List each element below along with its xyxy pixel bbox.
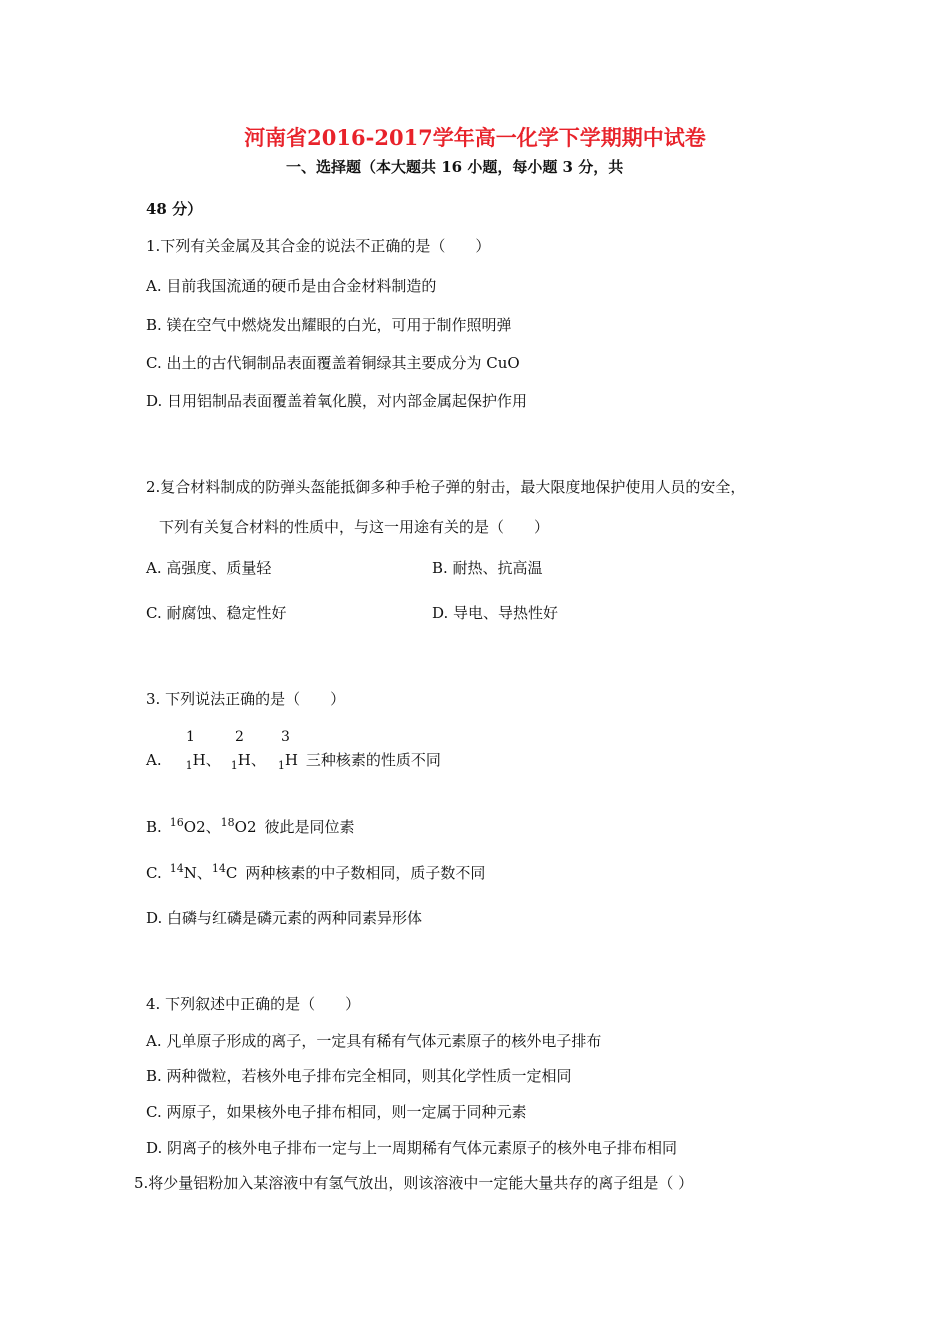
q3-option-b bbox=[146, 817, 355, 839]
q3-a-prefix: A. bbox=[146, 751, 162, 769]
q3-b-symbol-2: O bbox=[234, 818, 247, 836]
q3-option-d: D. 白磷与红磷是磷元素的两种同素异形体 bbox=[146, 909, 423, 927]
q3-a-symbol-2: H bbox=[237, 751, 251, 769]
section-heading-line2: 48 分） bbox=[146, 200, 203, 218]
q3-option-a bbox=[146, 750, 441, 772]
q3-a-atomic-1: 1 bbox=[185, 759, 193, 772]
q2-stem-line2: 下列有关复合材料的性质中，与这一用途有关的是（ ） bbox=[159, 518, 550, 536]
q3-b-prefix: B. bbox=[146, 818, 162, 836]
q4-option-b: B. 两种微粒，若核外电子排布完全相同，则其化学性质一定相同 bbox=[146, 1067, 572, 1085]
q3-b-mass-1: 16 bbox=[169, 816, 184, 829]
q2-option-c: C. 耐腐蚀、稳定性好 bbox=[146, 604, 287, 622]
q4-option-d: D. 阴离子的核外电子排布一定与上一周期稀有气体元素原子的核外电子排布相同 bbox=[146, 1139, 678, 1157]
q3-a-mass-1: 1 bbox=[186, 729, 195, 745]
q3-stem: 3. 下列说法正确的是（ ） bbox=[146, 690, 346, 708]
q3-a-text: 三种核素的性质不同 bbox=[305, 751, 441, 769]
q2-option-d: D. 导电、导热性好 bbox=[432, 604, 559, 622]
q4-option-a: A. 凡单原子形成的离子，一定具有稀有气体元素原子的核外电子排布 bbox=[146, 1032, 602, 1050]
q3-c-prefix: C. bbox=[146, 864, 162, 882]
q3-c-symbol-2: C bbox=[225, 864, 238, 882]
q4-option-c: C. 两原子，如果核外电子排布相同，则一定属于同种元素 bbox=[146, 1103, 527, 1121]
q3-c-text: 两种核素的中子数相同，质子数不同 bbox=[245, 864, 486, 882]
q1-stem: 1.下列有关金属及其合金的说法不正确的是（ ） bbox=[146, 237, 491, 255]
q4-stem: 4. 下列叙述中正确的是（ ） bbox=[146, 995, 361, 1013]
q3-a-symbol-1: H bbox=[192, 751, 206, 769]
q2-option-b: B. 耐热、抗高温 bbox=[432, 559, 543, 577]
q1-option-b: B. 镁在空气中燃烧发出耀眼的白光，可用于制作照明弹 bbox=[146, 316, 512, 334]
q3-c-symbol-1: N bbox=[183, 864, 197, 882]
q3-b-mass-2: 18 bbox=[220, 816, 235, 829]
q2-option-a: A. 高强度、质量轻 bbox=[146, 559, 272, 577]
q3-option-c bbox=[146, 863, 485, 885]
q3-b-count-1: 2 bbox=[196, 818, 206, 836]
q5-stem: 5.将少量铝粉加入某溶液中有氢气放出，则该溶液中一定能大量共存的离子组是（ ） bbox=[134, 1174, 694, 1192]
q3-b-count-2: 2 bbox=[246, 818, 257, 836]
q3-c-sep: 、 bbox=[196, 864, 212, 882]
q1-option-c: C. 出土的古代铜制品表面覆盖着铜绿其主要成分为 CuO bbox=[146, 354, 520, 372]
q3-b-text: 彼此是同位素 bbox=[264, 818, 355, 836]
section-heading-line1: 一、选择题（本大题共 16 小题，每小题 3 分，共 bbox=[286, 158, 624, 176]
q3-a-sep-1: 、 bbox=[205, 751, 221, 769]
q3-b-symbol-1: O bbox=[183, 818, 197, 836]
q3-a-sep-2: 、 bbox=[250, 751, 266, 769]
q3-b-sep: 、 bbox=[205, 818, 221, 836]
q2-stem-line1: 2.复合材料制成的防弹头盔能抵御多种手枪子弹的射击，最大限度地保护使用人员的安全， bbox=[146, 478, 746, 496]
q1-option-d: D. 日用铝制品表面覆盖着氧化膜，对内部金属起保护作用 bbox=[146, 392, 528, 410]
document-title: 河南省2016-2017学年高一化学下学期期中试卷 bbox=[244, 125, 706, 150]
q1-option-a: A. 目前我国流通的硬币是由合金材料制造的 bbox=[146, 277, 437, 295]
q3-c-mass-2: 14 bbox=[211, 862, 226, 875]
q3-a-symbol-3: H bbox=[284, 751, 298, 769]
q3-a-atomic-2: 1 bbox=[230, 759, 238, 772]
q3-c-mass-1: 14 bbox=[169, 862, 184, 875]
q3-a-mass-2: 2 bbox=[235, 729, 244, 745]
q3-a-atomic-3: 1 bbox=[277, 759, 285, 772]
q3-a-mass-3: 3 bbox=[281, 729, 290, 745]
